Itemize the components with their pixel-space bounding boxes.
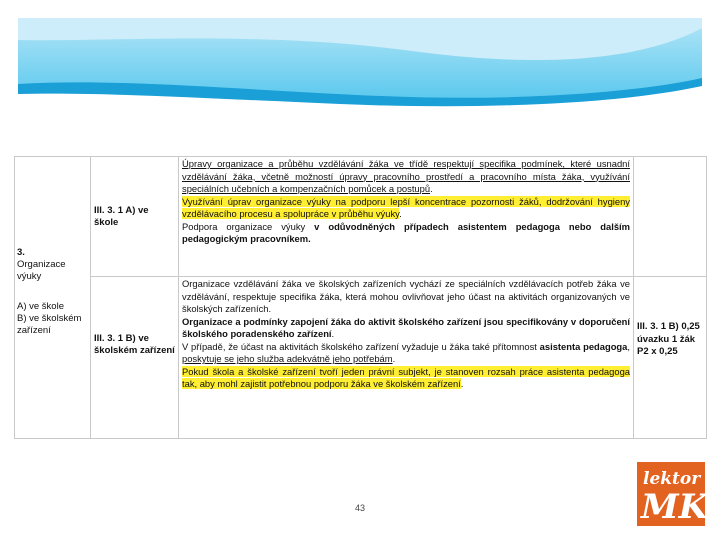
text-segment: Organizace a podmínky zapojení žáka do aktivit školského zařízení jsou specifikovány v doporučení školského poradenského zařízení [182, 315, 630, 340]
svg-text:MK: MK [641, 487, 705, 526]
category-subtitle-a: A) ve škole [17, 301, 64, 312]
content-paragraph [182, 221, 630, 246]
text-segment: . [430, 183, 433, 195]
content-paragraph [182, 196, 630, 221]
text-segment: Organizace vzdělávání žáka ve školských zařízeních vychází ze speciálních vzdělávacích potřeb žáka ve vzdělávání, respektuje specifika žáka, která mohou ovlivňovat jeho účast na aktivitách organizovaných ve školských zařízeních. [182, 278, 630, 315]
code-label-a: III. 3. 1 A) ve škole [94, 205, 149, 228]
text-segment: Úpravy organizace a průběhu vzdělávání žáka ve třídě [182, 158, 434, 169]
header-wave-banner [0, 0, 720, 120]
text-segment: v odůvodněných případech asistentem pedagoga nebo dalším pedagogickým pracovníkem. [182, 220, 630, 245]
lektor-mk-logo [637, 462, 705, 526]
text-segment: poskytuje se jeho služba adekvátně jeho potřebám [182, 353, 393, 365]
text-segment: Podpora organizace výuky [182, 220, 315, 232]
workload-note: III. 3. 1 B) 0,25 úvazku 1 žák P2 x 0,25 [637, 321, 700, 357]
page-number: 43 [354, 503, 365, 513]
table-row [15, 157, 707, 277]
text-segment: , [627, 340, 630, 352]
category-cell [15, 157, 91, 439]
text-segment: . [460, 378, 464, 390]
text-segment: V případě, že účast na aktivitách školského zařízení vyžaduje u žáka také přítomnost [182, 340, 540, 352]
code-cell-b [91, 277, 179, 439]
text-segment: . [331, 328, 335, 340]
content-cell-b [179, 277, 634, 439]
text-segment: asistenta pedagoga [539, 340, 628, 352]
content-paragraph [182, 316, 630, 341]
code-cell-a [91, 157, 179, 277]
content-paragraph [182, 341, 630, 366]
content-paragraph [182, 278, 630, 316]
code-label-b: III. 3. 1 B) ve školském zařízení [94, 333, 175, 356]
category-subtitle-b: B) ve školském zařízení [17, 313, 82, 336]
content-paragraph [182, 366, 630, 391]
text-segment: Využívání úprav organizace výuky na podporu lepší koncentrace pozornosti žáků, dodržování hygieny vzdělávacího procesu a spolupráce v průběhu výuky [182, 195, 630, 220]
category-number: 3. [17, 247, 25, 258]
text-segment: . [392, 353, 396, 365]
text-segment: . [399, 208, 402, 220]
text-segment: Pokud škola a školské zařízení tvoří jeden právní subjekt, je stanoven rozsah práce asistenta pedagoga tak, aby mohl zajistit potřebnou podporu žáka ve školském zařízení [182, 365, 630, 390]
content-paragraph [182, 158, 630, 196]
text-segment: respektují specifika podmínek, které usnadní vzdělávání žáka, včetně možností úpravy pracovního prostředí a pracovního místa žáka, využívání speciálních učebních a kompenzačních pomůcek a postupů [182, 158, 630, 195]
svg-text:lektor: lektor [643, 469, 701, 489]
table-row [15, 277, 707, 439]
extra-cell-b [634, 277, 707, 439]
content-cell-a [179, 157, 634, 277]
category-title: Organizace výuky [17, 259, 66, 282]
extra-cell-a [634, 157, 707, 277]
content-table [14, 156, 707, 439]
